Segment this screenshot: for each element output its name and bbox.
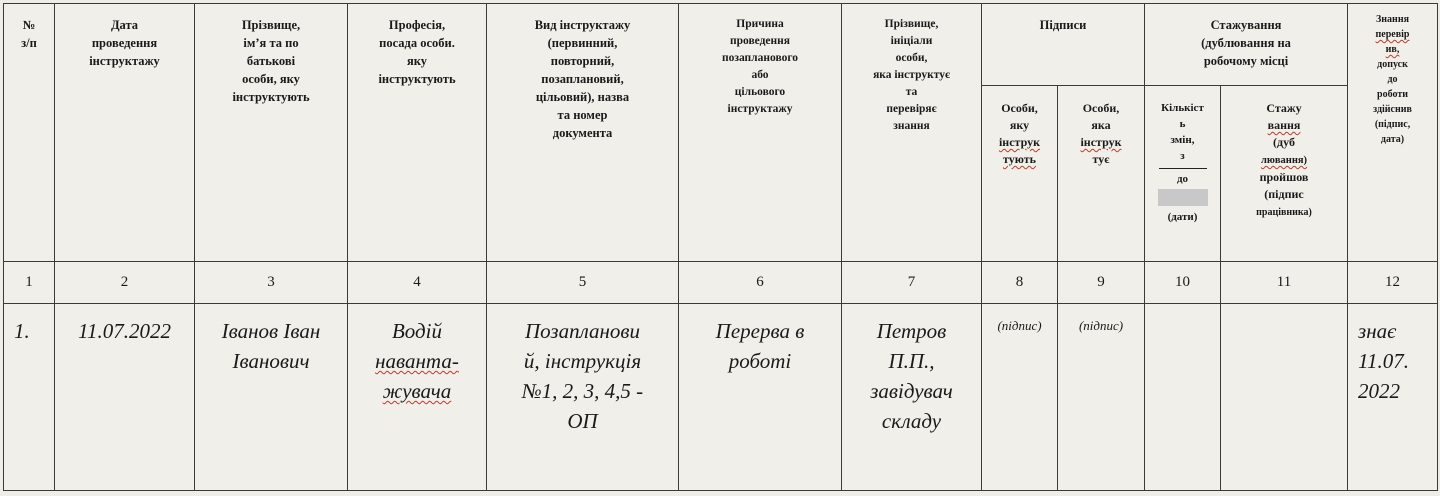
column-number-1: 1 bbox=[4, 262, 55, 304]
header-internship: Стажування (дублювання на робочому місці bbox=[1145, 4, 1348, 86]
header-shift-count-a: Кількіст ь змін, з bbox=[1161, 102, 1204, 162]
header-shift-count-to: до bbox=[1176, 173, 1189, 185]
column-number-11: 11 bbox=[1221, 262, 1348, 304]
entry-position bbox=[348, 304, 487, 491]
column-number-4: 4 bbox=[348, 262, 487, 304]
column-number-10: 10 bbox=[1145, 262, 1221, 304]
entry-admitted: знає 11.07. 2022 bbox=[1348, 304, 1438, 491]
entry-date: 11.07.2022 bbox=[55, 304, 195, 491]
header-shift-count-divider bbox=[1159, 168, 1207, 169]
entry-position-a: Водій bbox=[391, 319, 442, 343]
header-number: № з/п bbox=[4, 4, 55, 262]
header-shift-count-shading bbox=[1158, 189, 1208, 206]
entry-full-name: Іванов Іван Іванович bbox=[195, 304, 348, 491]
column-number-8: 8 bbox=[982, 262, 1058, 304]
entry-sig-instructor: (підпис) bbox=[1058, 304, 1145, 491]
header-full-name: Прізвище, ім’я та по батькові особи, яку інструктують bbox=[195, 4, 348, 262]
entry-internship bbox=[1221, 304, 1348, 491]
header-shift-count bbox=[1145, 86, 1221, 262]
header-internship-passed-d: лювання) bbox=[1260, 155, 1308, 166]
column-number-7: 7 bbox=[842, 262, 982, 304]
header-internship-passed bbox=[1221, 86, 1348, 262]
entry-briefing-type: Позапланови й, інструкція №1, 2, 3, 4,5 - ОП bbox=[487, 304, 679, 491]
header-internship-passed-e: пройшов (підпис bbox=[1259, 170, 1309, 201]
header-knowledge-check-c: допуск до роботи здійснив (підпис, дата) bbox=[1373, 59, 1412, 145]
header-sig-instructed-a: Особи, яку bbox=[1001, 101, 1038, 132]
column-number-12: 12 bbox=[1348, 262, 1438, 304]
header-date: Дата проведення інструктажу bbox=[55, 4, 195, 262]
header-instructor: Прізвище, ініціали особи, яка інструктує та перевіряє знання bbox=[842, 4, 982, 262]
header-sig-instructor-a: Особи, яка bbox=[1082, 101, 1120, 132]
column-number-5: 5 bbox=[487, 262, 679, 304]
header-knowledge-check-a: Знання bbox=[1376, 14, 1409, 25]
column-number-3: 3 bbox=[195, 262, 348, 304]
header-internship-passed-f: працівника) bbox=[1256, 207, 1312, 218]
header-knowledge-check bbox=[1348, 4, 1438, 262]
header-knowledge-check-b: перевір ив, bbox=[1375, 29, 1410, 55]
header-sig-instructor bbox=[1058, 86, 1145, 262]
entry-instructor: Петров П.П., завідувач складу bbox=[842, 304, 982, 491]
column-number-2: 2 bbox=[55, 262, 195, 304]
header-sig-instructed-b: інструк тують bbox=[998, 135, 1041, 166]
entry-briefing-reason: Перерва в роботі bbox=[679, 304, 842, 491]
header-sig-instructor-c: тує bbox=[1092, 152, 1110, 166]
header-briefing-type: Вид інструктажу (первинний, повторний, позаплановий, цільовий), назва та номер документа bbox=[487, 4, 679, 262]
header-internship-passed-b: вання bbox=[1267, 118, 1301, 132]
entry-number: 1. bbox=[4, 304, 55, 491]
header-internship-passed-c: (дуб bbox=[1273, 135, 1295, 149]
header-sig-instructor-b: інструк bbox=[1080, 135, 1122, 149]
column-number-9: 9 bbox=[1058, 262, 1145, 304]
header-signatures: Підписи bbox=[982, 4, 1145, 86]
briefing-journal-table bbox=[3, 3, 1438, 491]
header-shift-count-dates: (дати) bbox=[1167, 211, 1198, 223]
header-briefing-reason: Причина проведення позапланового або цільового інструктажу bbox=[679, 4, 842, 262]
header-position: Професія, посада особи. яку інструктують bbox=[348, 4, 487, 262]
header-internship-passed-a: Стажу bbox=[1266, 101, 1302, 115]
entry-sig-instructed: (підпис) bbox=[982, 304, 1058, 491]
entry-position-b: наванта- жувача bbox=[375, 349, 459, 403]
header-sig-instructed bbox=[982, 86, 1058, 262]
entry-shift-count bbox=[1145, 304, 1221, 491]
column-number-6: 6 bbox=[679, 262, 842, 304]
